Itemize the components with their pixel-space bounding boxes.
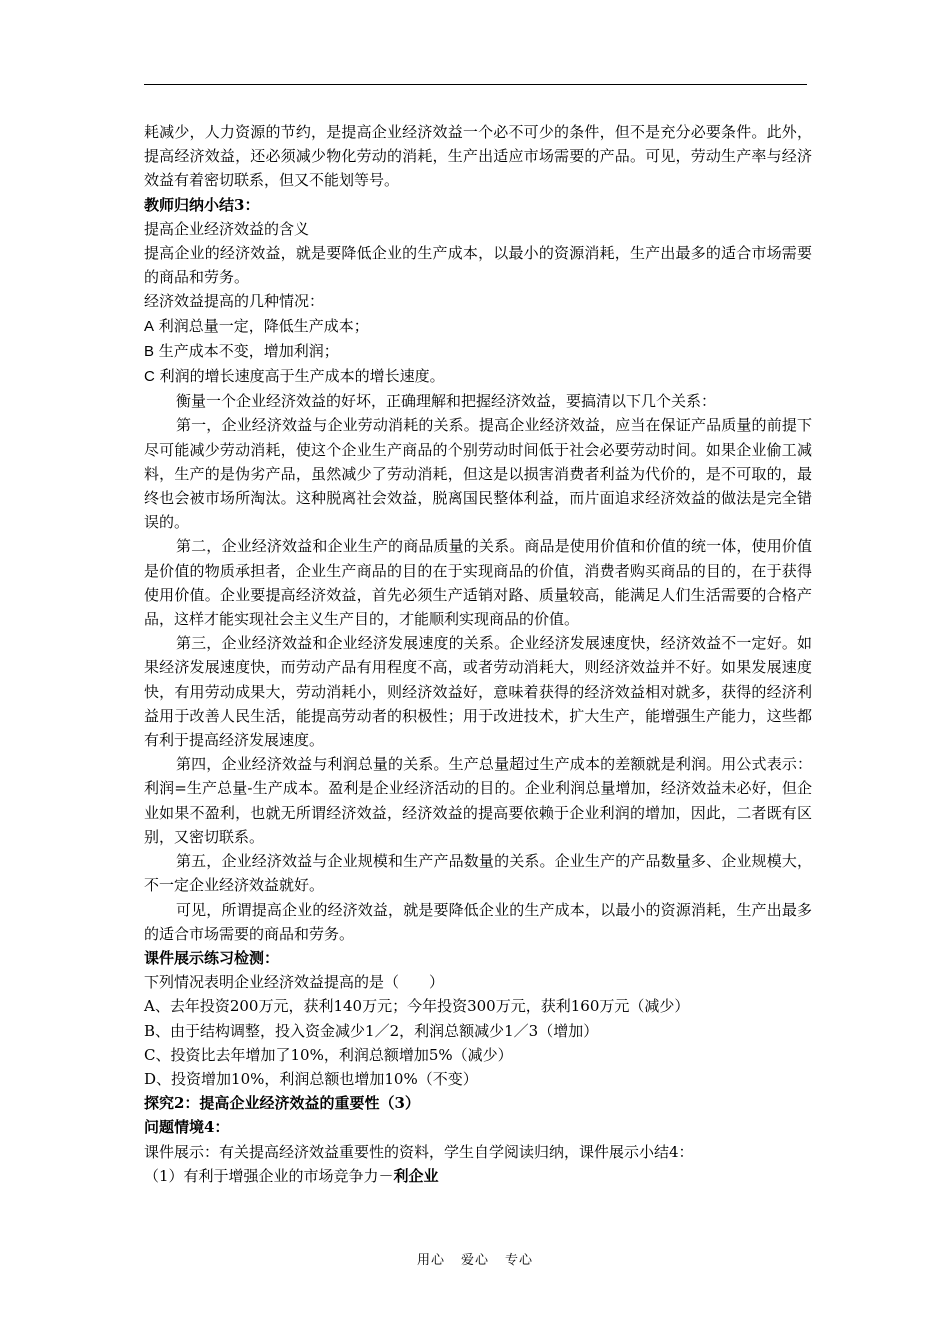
conclusion-paragraph: 可见，所谓提高企业的经济效益，就是要降低企业的生产成本，以最小的资源消耗，生产出最多的适合市场需要的商品和劳务。 [144, 900, 812, 943]
situation-b-letter: B [144, 342, 155, 360]
situation-a-letter: A [144, 317, 155, 335]
header-rule [144, 84, 807, 85]
situation-c-letter: C [144, 368, 155, 386]
heading-teacher-summary-3: 教师归纳小结3： [144, 195, 260, 214]
practice-question: 下列情况表明企业经济效益提高的是（ ） [144, 973, 445, 992]
relation-fourth: 第四，企业经济效益与利润总量的关系。生产总量超过生产成本的差额就是利润。用公式表示：利润=生产总量-生产成本。盈利是企业经济活动的目的。企业利润总量增加，经济效益未必好，但企业如果不盈利，也就无所谓经济效益，经济效益的提高要依赖于企业利润的增加，因此，二者既有区别，又密切联系。 [144, 755, 812, 846]
footer-word-2: 爱心 [460, 1253, 489, 1268]
situation-b-text: 生产成本不变，增加利润； [154, 341, 339, 360]
heading-explore-2: 探究2：提高企业经济效益的重要性（3） [144, 1094, 420, 1113]
relation-fifth: 第五，企业经济效益与企业规模和生产产品数量的关系。企业生产的产品数量多、企业规模大，不一定企业经济效益就好。 [144, 852, 812, 895]
footer-word-3: 专心 [505, 1253, 534, 1268]
paragraph-labor-consumption: 耗减少，人力资源的节约，是提高企业经济效益一个必不可少的条件，但不是充分必要条件。此外，提高经济效益，还必须减少物化劳动的消耗，生产出适应市场需要的产品。可见，劳动生产率与经济效益有着密切联系，但又不能划等号。 [144, 123, 812, 190]
situation-c [144, 364, 812, 389]
relation-second: 第二，企业经济效益和企业生产的商品质量的关系。商品是使用价值和价值的统一体，使用价值是价值的物质承担者，企业生产商品的目的在于实现商品的价值，消费者购买商品的目的，在于获得使用价值。企业要提高经济效益，首先必须生产适销对路、质量较高，能满足人们生活需要的合格产品，这样才能实现社会主义生产目的，才能顺利实现商品的价值。 [144, 537, 812, 629]
situation-b [144, 339, 812, 364]
situation-a-text: 利润总量一定，降低生产成本； [154, 316, 369, 335]
relation-first: 第一，企业经济效益与企业劳动消耗的关系。提高企业经济效益，应当在保证产品质量的前提下尽可能减少劳动消耗，使这个企业生产商品的个别劳动时间低于社会必要劳动时间。如果企业偷工减料，生产的是伪劣产品，虽然减少了劳动消耗，但这是以损害消费者利益为代价的，是不可取的，最终也会被市场所淘汰。这种脱离社会效益，脱离国民整体利益，而片面追求经济效益的做法是完全错误的。 [144, 416, 812, 532]
option-b: B、由于结构调整，投入资金减少1／2，利润总额减少1／3（增加） [144, 1021, 599, 1040]
meaning-text: 提高企业的经济效益，就是要降低企业的生产成本，以最小的资源消耗，生产出最多的适合市场需要的商品和劳务。 [144, 244, 812, 287]
situations-title: 经济效益提高的几种情况： [144, 292, 325, 311]
option-d: D、投资增加10%，利润总额也增加10%（不变） [144, 1069, 478, 1088]
relation-third: 第三，企业经济效益和企业经济发展速度的关系。企业经济发展速度快，经济效益不一定好。如果经济发展速度快，而劳动产品有用程度不高，或者劳动消耗大，则经济效益并不好。如果发展速度快，有用劳动成果大，劳动消耗小，则经济效益好，意味着获得的经济效益相对就多，获得的经济利益用于改善人民生活，能提高劳动者的积极性；用于改进技术，扩大生产，能增强生产能力，这些都有利于提高经济发展速度。 [144, 634, 812, 750]
point-1-prefix: （1）有利于增强企业的市场竞争力－ [144, 1166, 394, 1185]
relations-intro: 衡量一个企业经济效益的好坏，正确理解和把握经济效益，要搞清以下几个关系： [176, 392, 717, 411]
option-a: A、去年投资200万元，获利140万元；今年投资300万元，获利160万元（减少） [144, 997, 690, 1016]
point-1 [144, 1164, 812, 1188]
footer-word-1: 用心 [416, 1253, 445, 1268]
heading-practice: 课件展示练习检测： [144, 948, 280, 967]
heading-situation-4: 问题情境4： [144, 1118, 230, 1137]
meaning-title: 提高企业经济效益的含义 [144, 219, 310, 238]
courseware-text: 课件展示：有关提高经济效益重要性的资料，学生自学阅读归纳，课件展示小结4： [144, 1142, 694, 1161]
situation-c-text: 利润的增长速度高于生产成本的增长速度。 [154, 367, 445, 386]
point-1-bold: 利企业 [393, 1166, 439, 1185]
situation-a [144, 314, 812, 339]
page-footer [0, 1249, 950, 1268]
option-c: C、投资比去年增加了10%，利润总额增加5%（减少） [144, 1045, 513, 1064]
page-body [144, 120, 812, 1188]
